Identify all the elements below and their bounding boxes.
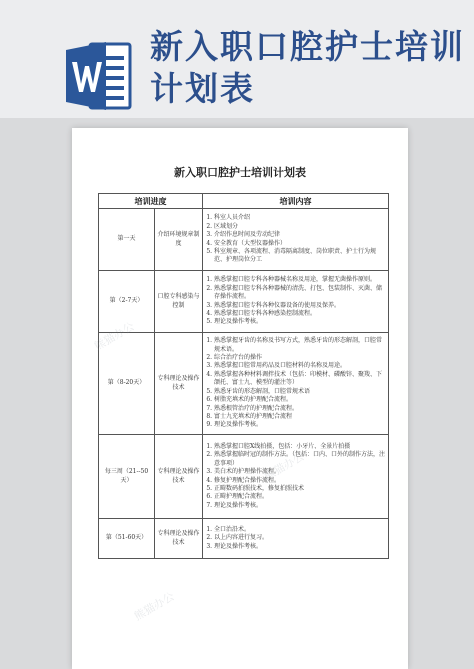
content-cell: [203, 209, 389, 271]
stage-cell: 第（8-20天）: [99, 333, 155, 435]
content-list-item: 3. 介绍作息时间及劳动纪律: [214, 231, 386, 239]
content-list-item: 1. 熟悉掌握口腔专科各种器械名称及用途，掌握无菌操作原则。: [214, 276, 386, 284]
watermark: 熊猫办公: [91, 319, 137, 354]
content-list-item: 4. 熟悉掌握各种材料调拌技术（包括：印模材、磷酸锌、聚羧、下颌托、富士九、模型的灌注等）: [214, 371, 386, 388]
content-list: [205, 337, 386, 429]
document-page: [72, 128, 408, 669]
stage-cell: 第一天: [99, 209, 155, 271]
training-plan-table: [98, 193, 389, 559]
document-title: 新入职口腔护士培训计划表: [174, 166, 306, 179]
table-row: [99, 435, 389, 519]
header-title: 新入职口腔护士培训计划表: [150, 27, 465, 108]
content-list-item: 1. 熟悉掌握口腔X线拍摄，包括：小牙片、全景片拍摄: [214, 443, 386, 451]
content-list-item: 6. 正畸护理配合流程。: [214, 493, 386, 501]
stage-cell: 每三周（21--50天）: [99, 435, 155, 519]
word-document-icon: [64, 40, 134, 112]
content-list: [205, 276, 386, 326]
content-list-item: 3. 熟悉掌握口腔常用药品及口腔材料的名称及用途。: [214, 362, 386, 370]
content-list-item: 4. 修复护理配合操作流程。: [214, 477, 386, 485]
content-list-item: 5. 理论及操作考核。: [214, 318, 386, 326]
topic-cell: 专科理论及操作技术: [155, 519, 203, 559]
topic-cell: 口腔专科感染与控制: [155, 271, 203, 333]
content-list-item: 2. 熟悉掌握口腔专科各种器械的清洗、打包、包装制作、灭菌、储存操作流程。: [214, 285, 386, 302]
content-list-item: 5. 正畸数码拍照技术，修复拍照技术: [214, 485, 386, 493]
table-row: [99, 333, 389, 435]
content-cell: [203, 333, 389, 435]
content-list-item: 9. 理论及操作考核。: [214, 421, 386, 429]
stage-cell: 第（51-60天）: [99, 519, 155, 559]
column-header-progress: 培训进度: [99, 194, 203, 209]
content-list-item: 2. 以上内容进行复习。: [214, 534, 386, 542]
content-list-item: 3. 美白术的护理操作流程。: [214, 468, 386, 476]
page-header: [0, 0, 474, 118]
content-list-item: 7. 熟悉根管治疗的护理配合流程。: [214, 405, 386, 413]
content-cell: [203, 435, 389, 519]
topic-cell: 专科理论及操作技术: [155, 333, 203, 435]
table-row: [99, 209, 389, 271]
table-row: [99, 519, 389, 559]
content-list-item: 1. 熟悉掌握牙齿的名称及书写方式，熟悉牙齿的形态解剖，口腔常规术语。: [214, 337, 386, 354]
content-list-item: 3. 熟悉掌握口腔专科各种仪器设备的使用及保养。: [214, 302, 386, 310]
content-list-item: 4. 熟悉掌握口腔专科各种感染控制流程。: [214, 310, 386, 318]
column-header-content: 培训内容: [203, 194, 389, 209]
content-list-item: 2. 区域划分: [214, 223, 386, 231]
content-list-item: 1. 全口治沿术。: [214, 526, 386, 534]
watermark: 熊猫办公: [261, 449, 307, 484]
topic-cell: 介绍环境规章制度: [155, 209, 203, 271]
content-cell: [203, 271, 389, 333]
stage-cell: 第（2-7天）: [99, 271, 155, 333]
watermark: 熊猫办公: [131, 589, 177, 624]
content-list: [205, 526, 386, 551]
content-list-item: 5. 科室规章、各项流程、消毒隔离制度、岗位职责、护士行为规范、护理岗位分工: [214, 248, 386, 265]
topic-cell: 专科理论及操作技术: [155, 435, 203, 519]
content-list-item: 7. 理论及操作考核。: [214, 502, 386, 510]
content-list-item: 2. 熟悉掌握临时冠的制作方法。（包括：口内、口外的制作方法，注意事项）: [214, 451, 386, 468]
table-header-row: [99, 194, 389, 209]
content-list-item: 3. 理论及操作考核。: [214, 543, 386, 551]
content-list-item: 1. 科室人员介绍: [214, 214, 386, 222]
content-list-item: 6. 树脂充填术的护理配合流程。: [214, 396, 386, 404]
table-row: [99, 271, 389, 333]
content-cell: [203, 519, 389, 559]
content-list-item: 2. 综合治疗台的操作: [214, 354, 386, 362]
content-list-item: 5. 熟悉牙齿的形态解剖，口腔常规术语: [214, 388, 386, 396]
content-list: [205, 214, 386, 264]
content-list-item: 4. 安全教育（大型仪器操作）: [214, 240, 386, 248]
content-list-item: 8. 富士九充填术的护理配合流程: [214, 413, 386, 421]
